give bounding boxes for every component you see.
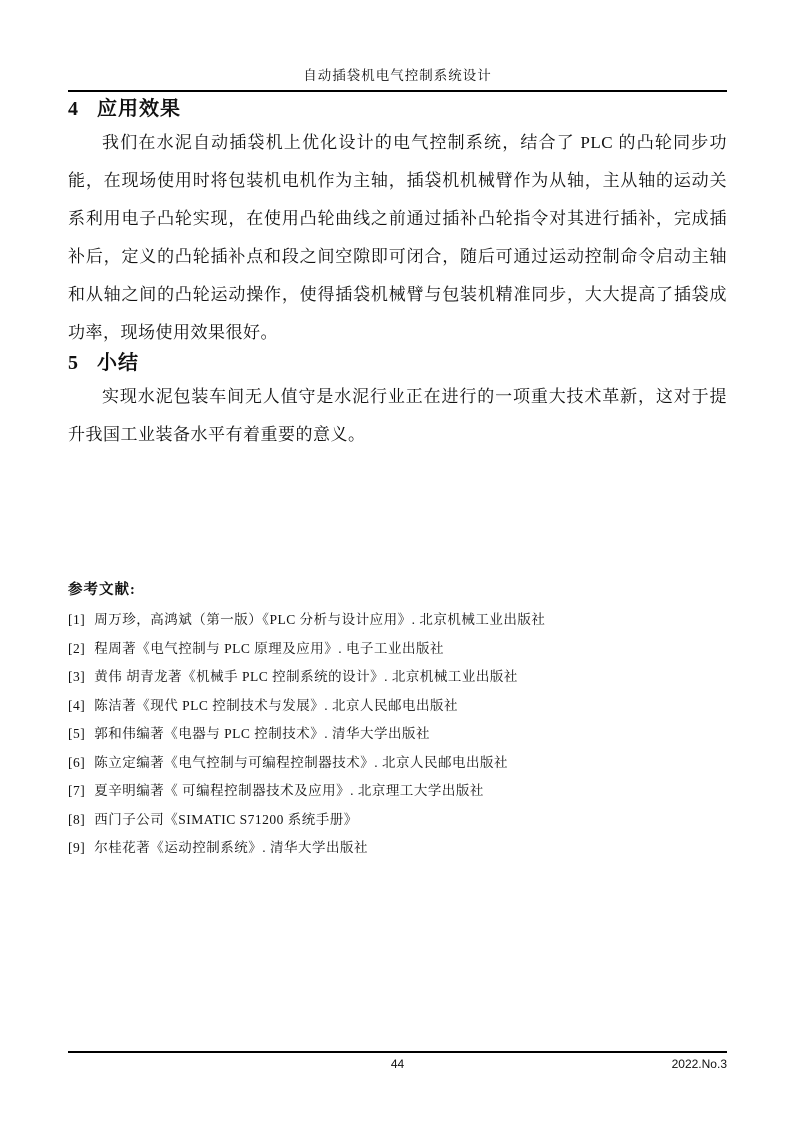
running-header bbox=[68, 64, 727, 92]
reference-item bbox=[68, 806, 727, 835]
reference-index: [4] bbox=[68, 697, 86, 713]
references-heading: 参考文献: bbox=[68, 582, 136, 598]
reference-text: 周万珍，高鸿斌（第一版）《PLC 分析与设计应用》. 北京机械工业出版社 bbox=[94, 612, 546, 627]
footer-page-number: 44 bbox=[390, 1057, 405, 1071]
reference-text: 黄伟 胡青龙著《机械手 PLC 控制系统的设计》. 北京机械工业出版社 bbox=[94, 669, 518, 684]
section-4-paragraph: 我们在水泥自动插袋机上优化设计的电气控制系统，结合了 PLC 的凸轮同步功能，在现场使用时将包装机电机作为主轴，插袋机机械臂作为从轴，主从轴的运动关系利用电子凸轮实现，在使用凸轮曲线之前通过插补凸轮指令对其进行插补，完成插补后，定义的凸轮插补点和段之间空隙即可闭合，随后可通过运动控制命令启动主轴和从轴之间的凸轮运动操作，使得插袋机械臂与包装机精准同步，大大提高了插袋成功率，现场使用效果很好。 bbox=[68, 133, 727, 342]
reference-text: 尔桂花著《运动控制系统》. 清华大学出版社 bbox=[94, 840, 368, 855]
reference-text: 陈洁著《现代 PLC 控制技术与发展》. 北京人民邮电出版社 bbox=[94, 697, 459, 713]
reference-index: [7] bbox=[68, 783, 86, 798]
section-4-number: 4 bbox=[68, 98, 79, 120]
reference-index: [8] bbox=[68, 811, 86, 827]
footer-issue-label: 2022.No.3 bbox=[671, 1057, 727, 1071]
reference-item bbox=[68, 749, 727, 778]
reference-text: 西门子公司《SIMATIC S71200 系统手册》 bbox=[94, 811, 358, 827]
reference-item bbox=[68, 834, 727, 863]
section-4-title: 应用效果 bbox=[97, 98, 181, 120]
references-list bbox=[68, 606, 727, 863]
reference-index: [1] bbox=[68, 612, 86, 627]
reference-item bbox=[68, 635, 727, 664]
section-5-heading bbox=[68, 346, 727, 375]
section-5-title: 小结 bbox=[97, 352, 139, 374]
reference-item bbox=[68, 720, 727, 749]
reference-item bbox=[68, 777, 727, 806]
reference-index: [6] bbox=[68, 754, 86, 770]
reference-index: [2] bbox=[68, 640, 86, 656]
reference-index: [9] bbox=[68, 840, 86, 855]
reference-index: [3] bbox=[68, 669, 86, 684]
reference-text: 郭和伟编著《电器与 PLC 控制技术》. 清华大学出版社 bbox=[94, 726, 431, 741]
running-header-title: 自动插袋机电气控制系统设计 bbox=[303, 68, 492, 83]
section-4-heading bbox=[68, 92, 727, 121]
reference-item bbox=[68, 606, 727, 635]
reference-text: 程周著《电气控制与 PLC 原理及应用》. 电子工业出版社 bbox=[94, 640, 445, 656]
section-5-paragraph: 实现水泥包装车间无人值守是水泥行业正在进行的一项重大技术革新，这对于提升我国工业装备水平有着重要的意义。 bbox=[68, 387, 727, 444]
reference-item bbox=[68, 692, 727, 721]
reference-text: 夏辛明编著《 可编程控制器技术及应用》. 北京理工大学出版社 bbox=[94, 783, 484, 798]
section-5-number: 5 bbox=[68, 352, 79, 374]
page-footer bbox=[68, 1051, 727, 1071]
reference-item bbox=[68, 663, 727, 692]
reference-index: [5] bbox=[68, 726, 86, 741]
reference-text: 陈立定编著《电气控制与可编程控制器技术》. 北京人民邮电出版社 bbox=[94, 754, 508, 770]
